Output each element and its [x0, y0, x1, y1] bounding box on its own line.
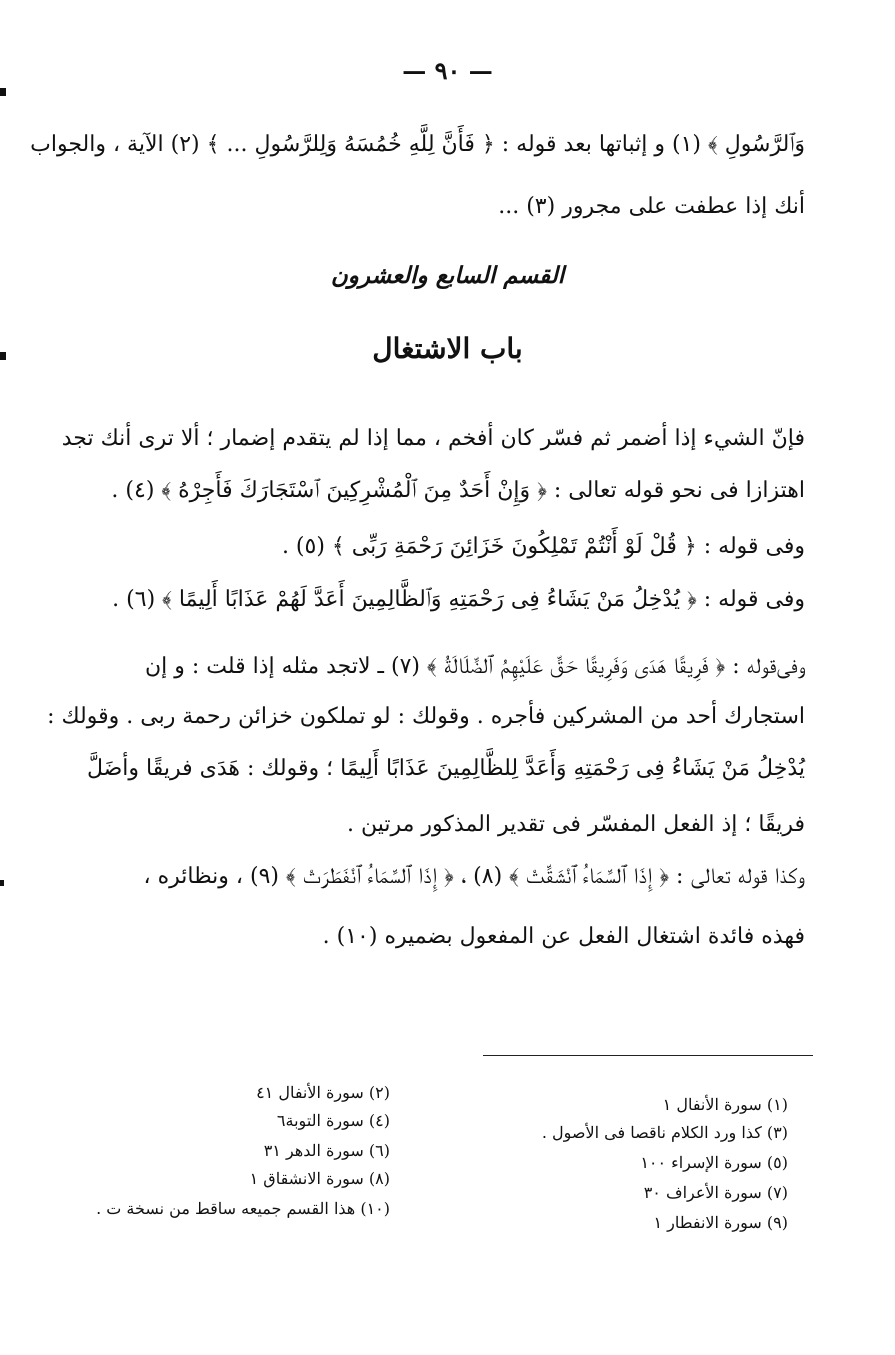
- page-number: — ٩٠ —: [402, 56, 493, 85]
- body-line-5: ﻭﻓﻰﻗﻮﻟﻪ : ﴿ ﻓَﺮِﻳﻘًﺎ ﻫَﺪَﻯ ﻭَﻓَﺮِﻳﻘًﺎ ﺣَﻖَّ ﻋَﻠَﻴْﻬِﻢُ ﭐﻟﻀَّﻠَﺎﻟَﺔُ ﴾ (٧) ـ ﻻﺗﺠﺪ ﻣﺜﻠﻪ ﺇﺫﺍ ﻗﻠﺖ : ﻭ ﺇﻥ: [144, 654, 805, 679]
- scan-edge-mark: [0, 88, 6, 96]
- footnote-1: (١) ﺳﻮﺭﺓ ﺍﻷﻧﻔﺎﻝ ١: [662, 1095, 788, 1114]
- body-line-3: ﻭﻓﻰ ﻗﻮﻟﻪ : ﴿ ﻗُﻞْ ﻟَﻮْ ﺃَﻧْﺘُﻢْ ﺗَﻤْﻠِﻜُﻮﻥَ ﺧَﺰَﺍﺋِﻦَ ﺭَﺣْﻤَﺔِ ﺭَﺑِّﻰ ﴾ (٥) .: [281, 534, 805, 559]
- footnote-8: (٨) ﺳﻮﺭﺓ ﺍﻻﻧﺸﻘﺎﻕ ١: [249, 1169, 390, 1188]
- footnote-6: (٦) ﺳﻮﺭﺓ ﺍﻟﺪﻫﺮ ٣١: [263, 1141, 390, 1160]
- body-line-2: ﺍﻫﺘﺰﺍﺯﺍ ﻓﻰ ﻧﺤﻮ ﻗﻮﻟﻪ ﺗﻌﺎﻟﻰ : ﴿ ﻭَﺇِﻥْ ﺃَﺣَﺪٌ ﻣِﻦَ ﭐﻟْﻤُﺸْﺮِﻛِﻴﻦَ ﭐﺳْﺘَﺠَﺎﺭَﻙَ ﻓَﺄَﺟِﺮْﻩُ ﴾ (٤) .: [111, 478, 805, 503]
- body-line-1: ﻓﺈﻥّ ﺍﻟﺸﻲﺀ ﺇﺫﺍ ﺃﺿﻤﺮ ﺛﻢ ﻓﺴّﺮ ﻛﺎﻥ ﺃﻓﺨﻢ ، ﻣﻤﺎ ﺇﺫﺍ ﻟﻢ ﻳﺘﻘﺪﻡ ﺇﺿﻤﺎﺭ ؛ ﺃﻻ ﺗﺮﻯ ﺃﻧﻚ ﺗﺠﺪ: [61, 426, 805, 451]
- chapter-title: ﺑﺎﺏ ﺍﻻﺷﺘﻐﺎﻝ: [372, 332, 523, 365]
- body-line-9: ﻭﻛﺬﺍ ﻗﻮﻟﻪ ﺗﻌﺎﻟﻰ : ﴿ ﺇِﺫَﺍ ﭐﻟﺴَّﻤَﺎﺀُ ﭐﻧْﺸَﻘَّﺖْ ﴾ (٨) ، ﴿ ﺇِﺫَﺍ ﭐﻟﺴَّﻤَﺎﺀُ ﭐﻧْﻔَﻄَﺮَﺕْ ﴾ (٩) ، ﻭﻧﻈﺎﺋﺮﻩ ،: [143, 864, 805, 889]
- scan-edge-mark: [0, 352, 6, 360]
- footnote-4: (٤) ﺳﻮﺭﺓ ﺍﻟﺘﻮﺑﺔ٦: [276, 1111, 390, 1130]
- body-line-10: ﻓﻬﺬﻩ ﻓﺎﺋﺪﺓ ﺍﺷﺘﻐﺎﻝ ﺍﻟﻔﻌﻞ ﻋﻦ ﺍﻟﻤﻔﻌﻮﻝ ﺑﻀﻤﻴﺮﻩ (١٠) .: [322, 924, 805, 949]
- body-line-6: ﺍﺳﺘﺠﺎﺭﻙ ﺃﺣﺪ ﻣﻦ ﺍﻟﻤﺸﺮﻛﻴﻦ ﻓﺄﺟﺮﻩ . ﻭﻗﻮﻟﻚ : ﻟﻮ ﺗﻤﻠﻜﻮﻥ ﺧﺰﺍﺋﻦ ﺭﺣﻤﺔ ﺭﺑﻰ . ﻭﻗﻮﻟﻚ :: [47, 704, 805, 729]
- body-line-4: ﻭﻓﻰ ﻗﻮﻟﻪ : ﴿ ﻳُﺪْﺧِﻞُ ﻣَﻦْ ﻳَﺸَﺎﺀُ ﻓِﻰ ﺭَﺣْﻤَﺘِﻪِ ﻭَﭐﻟﻈَّﺎﻟِﻤِﻴﻦَ ﺃَﻋَﺪَّ ﻟَﻬُﻢْ ﻋَﺬَﺍﺑًﺎ ﺃَﻟِﻴﻤًﺎ ﴾ (٦) .: [112, 587, 805, 612]
- text-line-continuation-2: ﺃﻧﻚ ﺇﺫﺍ ﻋﻄﻔﺖ ﻋﻠﻰ ﻣﺠﺮﻭﺭ (٣) ...: [498, 194, 805, 219]
- body-line-7: ﻳُﺪْﺧِﻞُ ﻣَﻦْ ﻳَﺸَﺎﺀُ ﻓِﻰ ﺭَﺣْﻤَﺘِﻪِ ﻭَﺃَﻋَﺪَّ ﻟِﻠﻈَّﺎﻟِﻤِﻴﻦَ ﻋَﺬَﺍﺑًﺎ ﺃَﻟِﻴﻤًﺎ ؛ ﻭﻗﻮﻟﻚ : ﻫَﺪَﻯ ﻓﺮﻳﻘًﺎ ﻭﺃﺿَﻞَّ: [86, 756, 805, 781]
- text-line-continuation-1: ﻭَﭐﻟﺮَّﺳُﻮﻝِ ﴾ (١) ﻭ ﺇﺛﺒﺎﺗﻬﺎ ﺑﻌﺪ ﻗﻮﻟﻪ : ﴿ ﻓَﺄَﻥَّ ﻟِﻠَّﻪِ ﺧُﻤُﺴَﻪُ ﻭَﻟِﻠﺮَّﺳُﻮﻝِ ... ﴾ (٢) ﺍﻵﻳﺔ ، ﻭﺍﻟﺠﻮﺍﺏ: [30, 132, 805, 157]
- body-line-8: ﻓﺮﻳﻘًﺎ ؛ ﺇﺫ ﺍﻟﻔﻌﻞ ﺍﻟﻤﻔﺴّﺮ ﻓﻰ ﺗﻘﺪﻳﺮ ﺍﻟﻤﺬﻛﻮﺭ ﻣﺮﺗﻴﻦ .: [347, 812, 805, 837]
- footnote-5: (٥) ﺳﻮﺭﺓ ﺍﻹﺳﺮﺍﺀ ١٠٠: [640, 1153, 788, 1172]
- footnote-divider: [483, 1055, 813, 1056]
- section-heading: ﺍﻟﻘﺴﻢ ﺍﻟﺴﺎﺑﻊ ﻭﺍﻟﻌﺸﺮﻭﻥ: [330, 262, 565, 289]
- footnote-3: (٣) ﻛﺬﺍ ﻭﺭﺩ ﺍﻟﻜﻼﻡ ﻧﺎﻗﺼﺎ ﻓﻰ ﺍﻷﺻﻮﻝ .: [541, 1123, 788, 1142]
- scan-edge-mark: [0, 880, 4, 886]
- footnote-10: (١٠) ﻫﺬﺍ ﺍﻟﻘﺴﻢ ﺟﻤﻴﻌﻪ ﺳﺎﻗﻂ ﻣﻦ ﻧﺴﺨﺔ ﺕ .: [96, 1199, 390, 1218]
- footnote-9: (٩) ﺳﻮﺭﺓ ﺍﻻﻧﻔﻄﺎﺭ ١: [653, 1213, 788, 1232]
- footnote-7: (٧) ﺳﻮﺭﺓ ﺍﻷﻋﺮﺍﻑ ٣٠: [643, 1183, 788, 1202]
- footnote-2: (٢) ﺳﻮﺭﺓ ﺍﻷﻧﻔﺎﻝ ٤١: [256, 1083, 390, 1102]
